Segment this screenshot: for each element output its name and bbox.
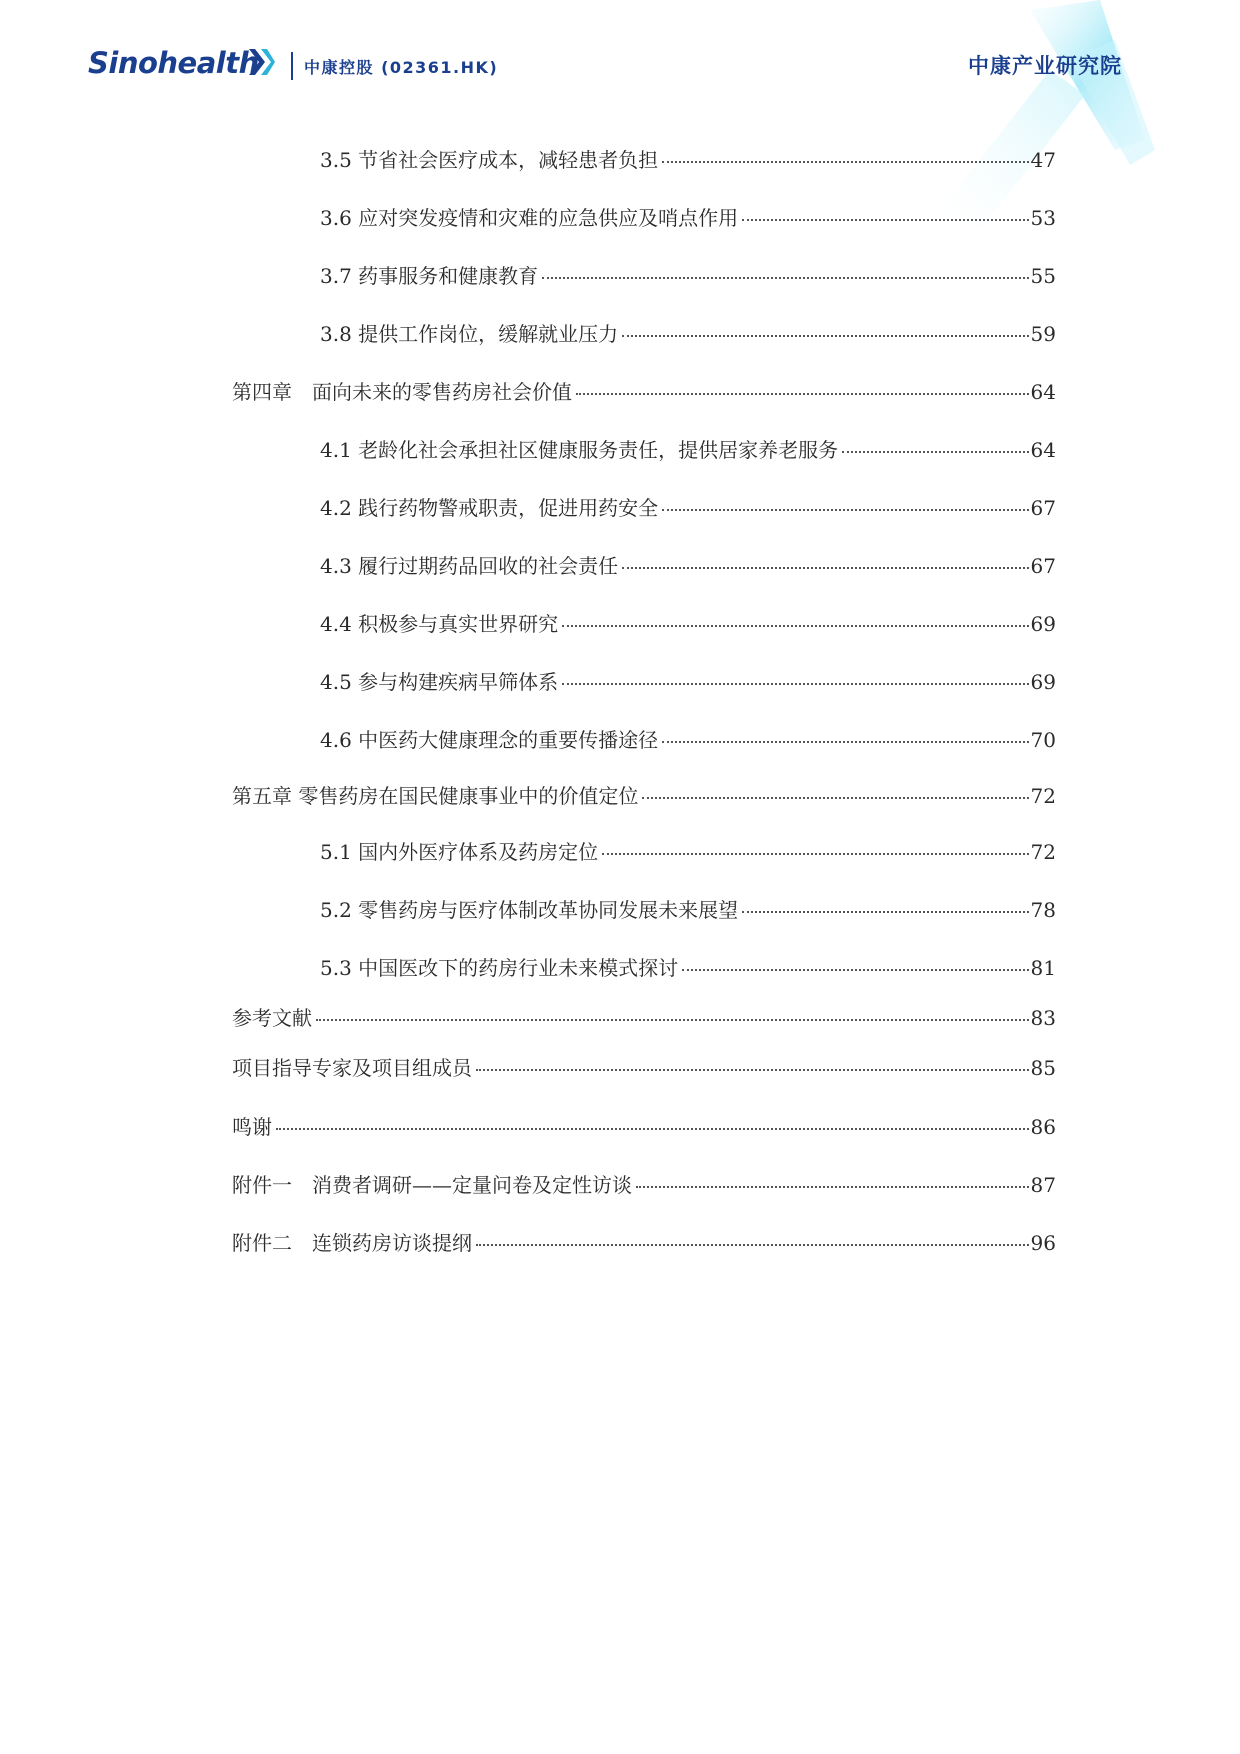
toc-entry-page: 86 [1030,1115,1056,1139]
toc-dot-leader [562,625,1028,627]
toc-entry[interactable] [232,1170,1056,1200]
toc-entry-page: 47 [1030,148,1056,172]
toc-entry-page: 69 [1030,670,1056,694]
page-header [0,0,1240,120]
toc-dot-leader [622,567,1028,569]
toc-dot-leader [562,683,1028,685]
sinohealth-logo-icon [245,45,275,79]
toc-entry-title: 项目指导专家及项目组成员 [232,1056,472,1080]
toc-entry-page: 96 [1030,1231,1056,1255]
toc-entry[interactable] [320,895,1056,925]
sinohealth-logo-text: Sinohealth [88,46,259,80]
toc-entry[interactable] [320,203,1056,233]
toc-entry-page: 55 [1030,264,1056,288]
toc-entry[interactable] [320,953,1056,983]
header-divider [291,52,293,80]
toc-entry-title: 3.8 提供工作岗位，缓解就业压力 [320,322,619,346]
toc-entry-page: 87 [1030,1173,1056,1197]
toc-entry[interactable] [232,377,1056,407]
toc-dot-leader [662,161,1028,163]
toc-dot-leader [542,277,1028,279]
toc-entry-page: 64 [1030,380,1056,404]
toc-entry-page: 64 [1030,438,1056,462]
toc-entry-title: 4.2 践行药物警戒职责，促进用药安全 [320,496,659,520]
toc-entry-title: 5.2 零售药房与医疗体制改革协同发展未来展望 [320,898,739,922]
toc-entry[interactable] [320,725,1056,755]
toc-dot-leader [276,1128,1029,1130]
toc-entry-page: 67 [1030,496,1056,520]
toc-entry-title: 参考文献 [232,1006,312,1030]
toc-entry-title: 第五章 零售药房在国民健康事业中的价值定位 [232,784,639,808]
toc-dot-leader [316,1019,1029,1021]
toc-entry-page: 83 [1030,1006,1056,1030]
toc-dot-leader [476,1244,1029,1246]
toc-entry-page: 85 [1030,1056,1056,1080]
toc-entry[interactable] [232,1228,1056,1258]
toc-dot-leader [742,219,1028,221]
toc-entry[interactable] [232,1053,1056,1083]
toc-entry-page: 72 [1030,840,1056,864]
toc-entry[interactable] [320,837,1056,867]
toc-entry-title: 5.3 中国医改下的药房行业未来模式探讨 [320,956,679,980]
toc-entry[interactable] [320,551,1056,581]
toc-entry-title: 4.4 积极参与真实世界研究 [320,612,559,636]
toc-entry-title: 4.3 履行过期药品回收的社会责任 [320,554,619,578]
toc-entry[interactable] [320,609,1056,639]
toc-entry-page: 69 [1030,612,1056,636]
toc-dot-leader [742,911,1028,913]
toc-entry-page: 59 [1030,322,1056,346]
toc-entry-title: 4.1 老龄化社会承担社区健康服务责任，提供居家养老服务 [320,438,839,462]
toc-entry-page: 53 [1030,206,1056,230]
toc-entry[interactable] [320,493,1056,523]
toc-entry-title: 附件二 连锁药房访谈提纲 [232,1231,472,1255]
toc-entry[interactable] [232,1112,1056,1142]
toc-entry-page: 72 [1030,784,1056,808]
toc-entry-title: 4.6 中医药大健康理念的重要传播途径 [320,728,659,752]
toc-entry-page: 67 [1030,554,1056,578]
toc-entry[interactable] [320,319,1056,349]
toc-entry-title: 3.5 节省社会医疗成本，减轻患者负担 [320,148,659,172]
toc-entry[interactable] [320,145,1056,175]
toc-dot-leader [576,393,1029,395]
toc-entry[interactable] [320,435,1056,465]
toc-entry-title: 5.1 国内外医疗体系及药房定位 [320,840,599,864]
toc-entry-title: 3.6 应对突发疫情和灾难的应急供应及哨点作用 [320,206,739,230]
toc-dot-leader [662,741,1028,743]
toc-entry-page: 81 [1030,956,1056,980]
company-name: 中康控股 (02361.HK) [304,58,499,77]
toc-entry[interactable] [320,261,1056,291]
toc-entry-title: 附件一 消费者调研——定量问卷及定性访谈 [232,1173,632,1197]
institute-name: 中康产业研究院 [968,54,1122,78]
toc-dot-leader [662,509,1028,511]
toc-dot-leader [842,451,1028,453]
toc-dot-leader [636,1186,1029,1188]
toc-dot-leader [642,797,1028,799]
toc-dot-leader [476,1069,1029,1071]
toc-entry[interactable] [320,667,1056,697]
toc-entry[interactable] [232,1003,1056,1033]
toc-entry-page: 78 [1030,898,1056,922]
toc-dot-leader [602,853,1028,855]
toc-entry-title: 4.5 参与构建疾病早筛体系 [320,670,559,694]
toc-entry-title: 3.7 药事服务和健康教育 [320,264,539,288]
toc-dot-leader [682,969,1028,971]
toc-entry-page: 70 [1030,728,1056,752]
toc-entry[interactable] [232,781,1056,811]
toc-entry-title: 第四章 面向未来的零售药房社会价值 [232,380,572,404]
toc-entry-title: 鸣谢 [232,1115,272,1139]
toc-dot-leader [622,335,1028,337]
